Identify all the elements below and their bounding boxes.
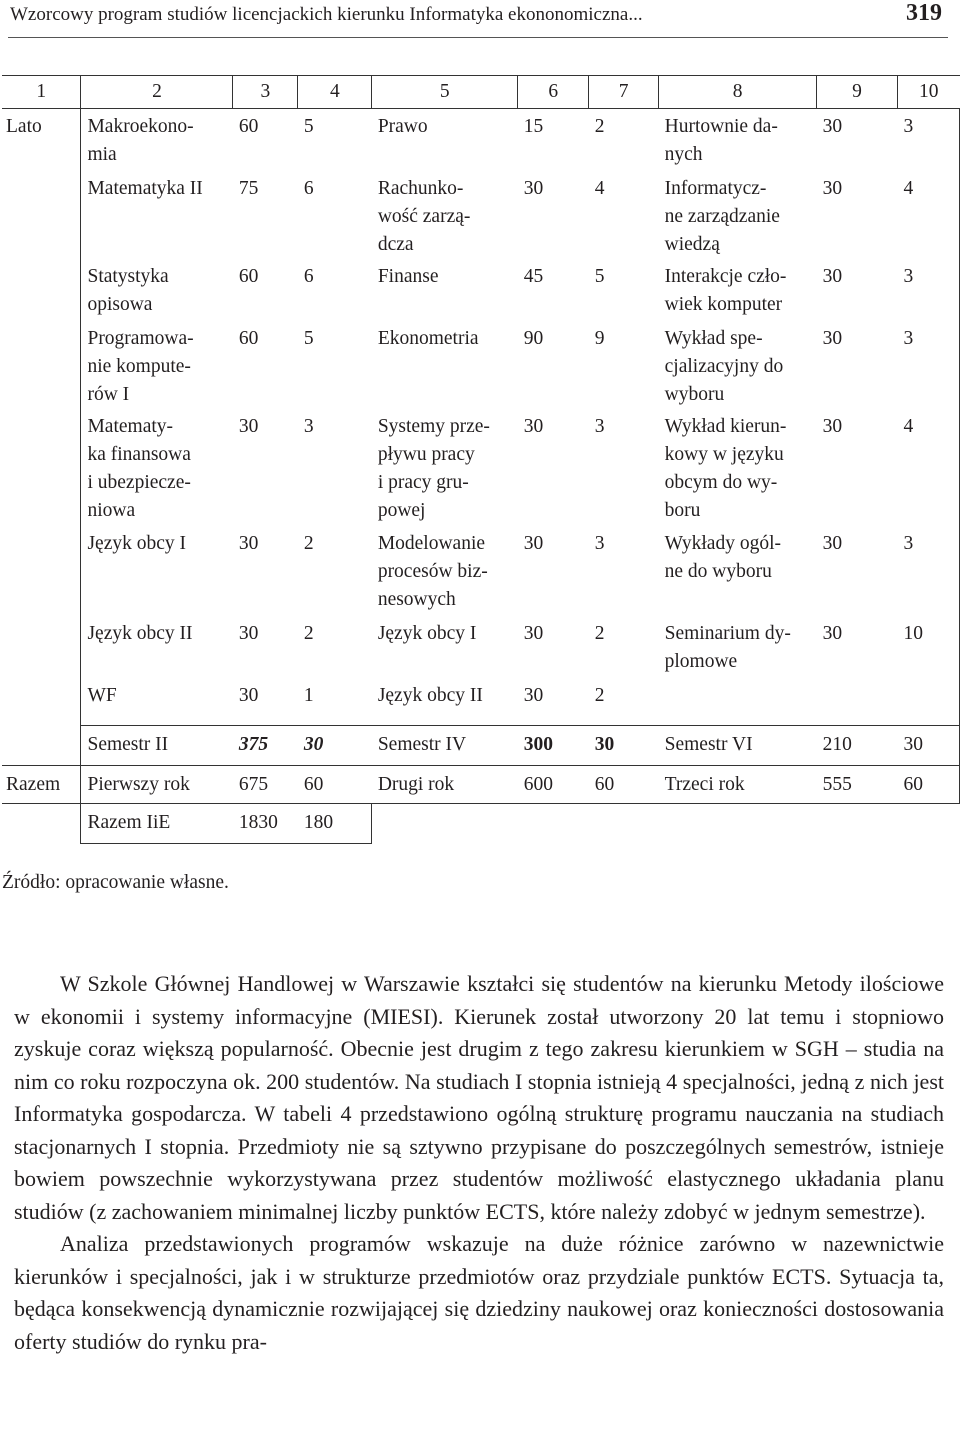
course-value: 10 [897, 616, 959, 678]
course-name: Język obcy II [372, 678, 518, 726]
column-number: 10 [897, 76, 959, 109]
course-value: 30 [523, 622, 544, 644]
course-name: Wykład spe- cjalizacyjny do wyboru [664, 327, 784, 405]
course-value: 30 [822, 327, 843, 349]
razem-label: Razem [2, 766, 81, 804]
year-total-hours: 675 [233, 766, 298, 804]
course-name: Rachunko- wość zarzą- dcza [377, 177, 471, 255]
course-name: Systemy prze- pływu pracy i pracy gru- powej [377, 415, 490, 521]
course-value: 30 [238, 532, 259, 554]
course-row [2, 259, 960, 321]
course-value: 30 [518, 678, 589, 726]
column-number: 3 [233, 76, 298, 109]
semester-total-hours: 375 [233, 726, 298, 766]
course-value: 30 [822, 116, 843, 137]
course-value: 45 [523, 265, 544, 287]
year-total-label: Drugi rok [372, 766, 518, 804]
course-value: 3 [594, 415, 605, 437]
course-row [2, 616, 960, 678]
course-name: Matematy- ka finansowa i ubezpiecze- niowa [87, 415, 191, 521]
course-value: 3 [897, 526, 959, 616]
course-value: 3 [303, 415, 314, 437]
course-name: Hurtownie da- nych [664, 116, 778, 165]
column-number: 6 [518, 76, 589, 109]
year-total-ects: 60 [897, 766, 959, 804]
course-name: Wykłady ogól- ne do wyboru [664, 532, 781, 582]
year-total-ects: 60 [298, 766, 372, 804]
course-value: 4 [594, 177, 605, 199]
course-value: 30 [238, 622, 259, 644]
semester-total-ects: 30 [897, 726, 959, 766]
semester-total-label: Semestr VI [659, 726, 817, 766]
page-number: 319 [906, 0, 942, 26]
course-name: Modelowanie procesów biz- nesowych [377, 532, 488, 610]
course-value: 2 [303, 532, 314, 554]
article-paragraph: W Szkole Głównej Handlowej w Warszawie kształci się studentów na kierunku Metody ilościowe w ekonomii i systemy informacyjne (MIESI). Kierunek został utworzony 20 lat temu i stopniowo zyskuje coraz większą popularność. Obecnie jest drugim z tego zakresu kierunkiem w SGH – studia na nim co roku rozpoczyna ok. 200 studentów. Na studiach I stopnia istnieją 4 specjalności, jedną z nich jest Informatyka gospodarcza. W tabeli 4 przedstawiono ogólną strukturę programu nauczania na studiach stacjonarnych I stopnia. Przedmioty nie są sztywno przypisane do poszczególnych semestrów, istnieje bowiem powszechnie wykorzystywana przez studentów możliwość elastycznego układania planu studiów (z zachowaniem minimalnej liczby punktów ECTS, które należy zdobyć w jednym semestrze). [14, 971, 944, 1224]
article-body [14, 968, 944, 1358]
course-value: 30 [822, 265, 843, 287]
course-name: Prawo [377, 116, 428, 137]
course-value: 30 [822, 622, 843, 644]
course-value: 3 [897, 259, 959, 321]
semester-total-hours: 210 [817, 726, 898, 766]
year-total-hours: 600 [518, 766, 589, 804]
course-value: 9 [594, 327, 605, 349]
course-value: 3 [897, 321, 959, 409]
grand-total-label: Razem IiE [81, 804, 233, 844]
course-name: Język obcy I [377, 622, 477, 644]
course-row [2, 321, 960, 409]
empty-cell [2, 804, 81, 844]
course-row [2, 409, 960, 526]
article-paragraph: Analiza przedstawionych programów wskazuje na duże różnice zarówno w nazewnictwie kierunków i specjalności, jak i w strukturze przedmiotów oraz przydziale punktów ECTS. Sytuacja ta, będąca konsekwencją dynamicznie rozwijającej się dziedziny naukowej oraz konieczności dostosowania oferty studiów do rynku pra- [14, 1231, 944, 1354]
year-total-ects: 60 [589, 766, 659, 804]
course-value: 30 [523, 532, 544, 554]
year-total-label: Pierwszy rok [81, 766, 233, 804]
course-name: Finanse [377, 265, 439, 287]
course-value: 30 [822, 532, 843, 554]
course-name: Programowa- nie kompute- rów I [87, 327, 194, 405]
course-value: 30 [233, 678, 298, 726]
course-name: Seminarium dy- plomowe [664, 622, 791, 672]
course-row [2, 171, 960, 259]
course-name: Język obcy II [87, 622, 193, 644]
column-number: 9 [817, 76, 898, 109]
course-row [2, 678, 960, 726]
running-header [8, 0, 948, 38]
course-value: 30 [523, 177, 544, 199]
course-value: 60 [238, 116, 259, 137]
course-name: Ekonometria [377, 327, 479, 349]
column-number: 1 [2, 76, 81, 109]
course-value: 2 [594, 116, 605, 137]
semester-total-ects: 30 [298, 726, 372, 766]
course-name: Informatycz- ne zarządzanie wiedzą [664, 177, 780, 255]
grand-total-row [2, 804, 960, 844]
course-name: Makroekono- mia [87, 116, 194, 165]
course-value: 5 [594, 265, 605, 287]
course-value: 30 [238, 415, 259, 437]
course-value: 3 [594, 532, 605, 554]
year-total-label: Trzeci rok [659, 766, 817, 804]
course-name: WF [81, 678, 233, 726]
course-value: 6 [303, 265, 314, 287]
column-number: 8 [659, 76, 817, 109]
course-name: Wykład kierun- kowy w języku obcym do wy- boru [664, 415, 787, 521]
running-title: Wzorcowy program studiów licencjackich kierunku Informatyka ekononomiczna... [10, 4, 643, 25]
year-total-hours: 555 [817, 766, 898, 804]
curriculum-table [2, 75, 960, 844]
semester-total-ects: 30 [589, 726, 659, 766]
course-value: 2 [594, 622, 605, 644]
table-source-note: Źródło: opracowanie własne. [2, 872, 229, 893]
semester-total-label: Semestr II [81, 726, 233, 766]
column-number: 2 [81, 76, 233, 109]
course-value: 4 [897, 171, 959, 259]
course-value: 5 [303, 327, 314, 349]
course-value: 60 [238, 265, 259, 287]
course-value: 15 [523, 116, 544, 137]
semester-label: Lato [2, 109, 81, 726]
semester-total-label: Semestr IV [372, 726, 518, 766]
course-row [2, 526, 960, 616]
grand-total-ects: 180 [298, 804, 372, 844]
course-value: 30 [822, 177, 843, 199]
course-value: 4 [897, 409, 959, 526]
column-number: 4 [298, 76, 372, 109]
course-value: 30 [523, 415, 544, 437]
course-name: Statystyka opisowa [87, 265, 169, 315]
course-name: Matematyka II [87, 177, 203, 199]
year-totals-row [2, 766, 960, 804]
course-value: 30 [822, 415, 843, 437]
column-number-row [2, 76, 960, 109]
column-number: 7 [589, 76, 659, 109]
empty-cell [2, 726, 81, 766]
course-value: 3 [897, 109, 959, 171]
course-name: Język obcy I [87, 532, 187, 554]
course-value [897, 678, 959, 726]
course-name [659, 678, 817, 726]
course-value: 60 [238, 327, 259, 349]
semester-total-hours: 300 [518, 726, 589, 766]
course-value: 75 [238, 177, 259, 199]
course-value: 1 [298, 678, 372, 726]
grand-total-hours: 1830 [233, 804, 298, 844]
course-value: 2 [589, 678, 659, 726]
course-row [2, 109, 960, 171]
course-value: 6 [303, 177, 314, 199]
course-value: 90 [523, 327, 544, 349]
course-name: Interakcje czło- wiek komputer [664, 265, 787, 315]
column-number: 5 [372, 76, 518, 109]
semester-totals-row [2, 726, 960, 766]
course-value [817, 678, 898, 726]
course-value: 5 [303, 116, 314, 137]
course-value: 2 [303, 622, 314, 644]
